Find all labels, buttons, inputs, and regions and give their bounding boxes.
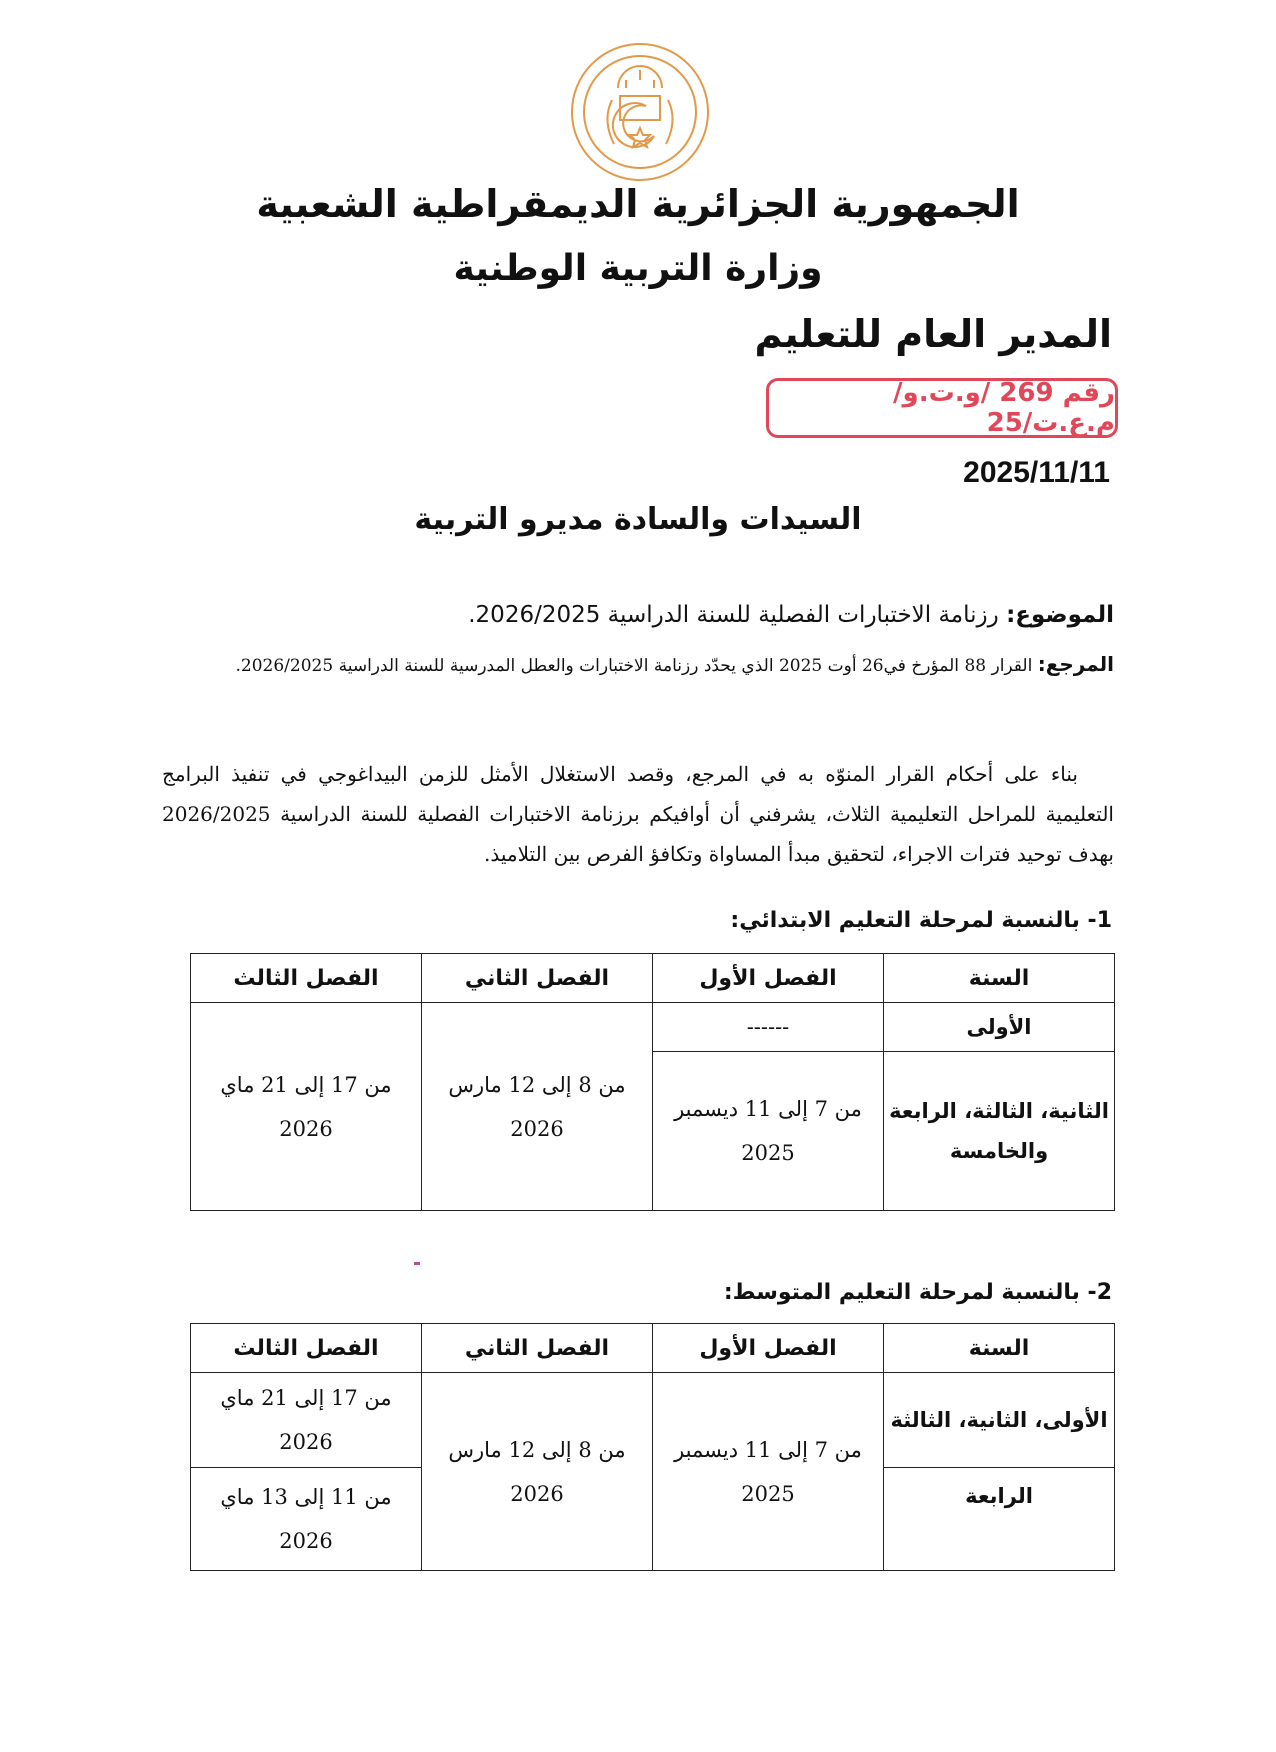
- middle-exam-table: [190, 1323, 1115, 1571]
- header-year: السنة: [884, 954, 1115, 1003]
- term3-dates: من 11 إلى 13 ماي: [220, 1485, 392, 1509]
- table-header-row: [191, 1324, 1115, 1373]
- document-date: 2025/11/11: [963, 456, 1110, 489]
- header-term2: الفصل الثاني: [422, 954, 653, 1003]
- term2-dates: من 8 إلى 12 مارس: [448, 1437, 626, 1462]
- term3-cell: [191, 1373, 422, 1468]
- addressee: السيدات والسادة مديرو التربية: [414, 502, 862, 537]
- header-term2: الفصل الثاني: [422, 1324, 653, 1373]
- term2-cell: [422, 1003, 653, 1211]
- term1-cell: [653, 1373, 884, 1571]
- subject-line: [468, 602, 1114, 628]
- header-term3: الفصل الثالث: [191, 954, 422, 1003]
- header-term3: الفصل الثالث: [191, 1324, 422, 1373]
- subject-text: رزنامة الاختبارات الفصلية للسنة الدراسية 2026/2025.: [468, 602, 999, 628]
- table-row: [191, 1003, 1115, 1052]
- national-seal-icon: [568, 40, 712, 184]
- primary-section-title: 1- بالنسبة لمرحلة التعليم الابتدائي:: [730, 908, 1112, 933]
- header-term1: الفصل الأول: [653, 1324, 884, 1373]
- subject-label: الموضوع:: [1006, 602, 1114, 628]
- primary-exam-table: [190, 953, 1115, 1211]
- director-general-title: المدير العام للتعليم: [754, 312, 1112, 356]
- reference-text: القرار 88 المؤرخ في26 أوت 2025 الذي يحدّد رزنامة الاختبارات والعطل المدرسية للسنة الدراسية 2026/2025.: [235, 656, 1033, 676]
- reference-number: رقم 269 /و.ت.و/ م.ع.ت/25: [893, 378, 1115, 438]
- year-cell: الثانية، الثالثة، الرابعة والخامسة: [884, 1052, 1115, 1211]
- term1-dates: من 7 إلى 11 ديسمبر: [674, 1097, 862, 1121]
- term1-cell: ------: [653, 1003, 884, 1052]
- term2-year: 2026: [510, 1481, 564, 1506]
- body-paragraph: بناء على أحكام القرار المنوّه به في المرجع، وقصد الاستغلال الأمثل للزمن البيداغوجي في تنفيذ البرامج التعليمية للمراحل التعليمية الثلاث، يشرفني أن أوافيكم برزنامة الاختبارات الفصلية للسنة الدراسية 2026/2025 بهدف توحيد فترات الاجراء، لتحقيق مبدأ المساواة وتكافؤ الفرص بين التلاميذ.: [162, 762, 1114, 866]
- reference-number-box: [766, 378, 1118, 438]
- term1-year: 2025: [741, 1481, 795, 1506]
- table-header-row: [191, 954, 1115, 1003]
- ministry-title: وزارة التربية الوطنية: [453, 248, 823, 289]
- term1-dates: من 7 إلى 11 ديسمبر: [674, 1437, 862, 1462]
- header-year: السنة: [884, 1324, 1115, 1373]
- year-cell: الرابعة: [884, 1468, 1115, 1571]
- reference-line: [236, 652, 1114, 676]
- term3-year: 2026: [279, 1430, 333, 1454]
- year-cell: الأولى، الثانية، الثالثة: [884, 1373, 1115, 1468]
- term3-cell: [191, 1468, 422, 1571]
- header-term1: الفصل الأول: [653, 954, 884, 1003]
- term2-cell: [422, 1373, 653, 1571]
- term2-year: 2026: [510, 1116, 564, 1141]
- middle-section-title: 2- بالنسبة لمرحلة التعليم المتوسط:: [723, 1280, 1112, 1305]
- republic-title: الجمهورية الجزائرية الديمقراطية الشعبية: [256, 182, 1020, 226]
- scan-mark: [414, 1262, 420, 1265]
- term2-dates: من 8 إلى 12 مارس: [448, 1072, 626, 1097]
- term3-dates: من 17 إلى 21 ماي: [220, 1072, 392, 1097]
- term1-cell: [653, 1052, 884, 1211]
- term3-year: 2026: [279, 1529, 333, 1553]
- term3-cell: [191, 1003, 422, 1211]
- table-row: [191, 1373, 1115, 1468]
- term3-year: 2026: [279, 1116, 333, 1141]
- reference-label: المرجع:: [1037, 652, 1114, 676]
- term3-dates: من 17 إلى 21 ماي: [220, 1386, 392, 1410]
- term1-year: 2025: [741, 1141, 795, 1165]
- year-cell: الأولى: [884, 1003, 1115, 1052]
